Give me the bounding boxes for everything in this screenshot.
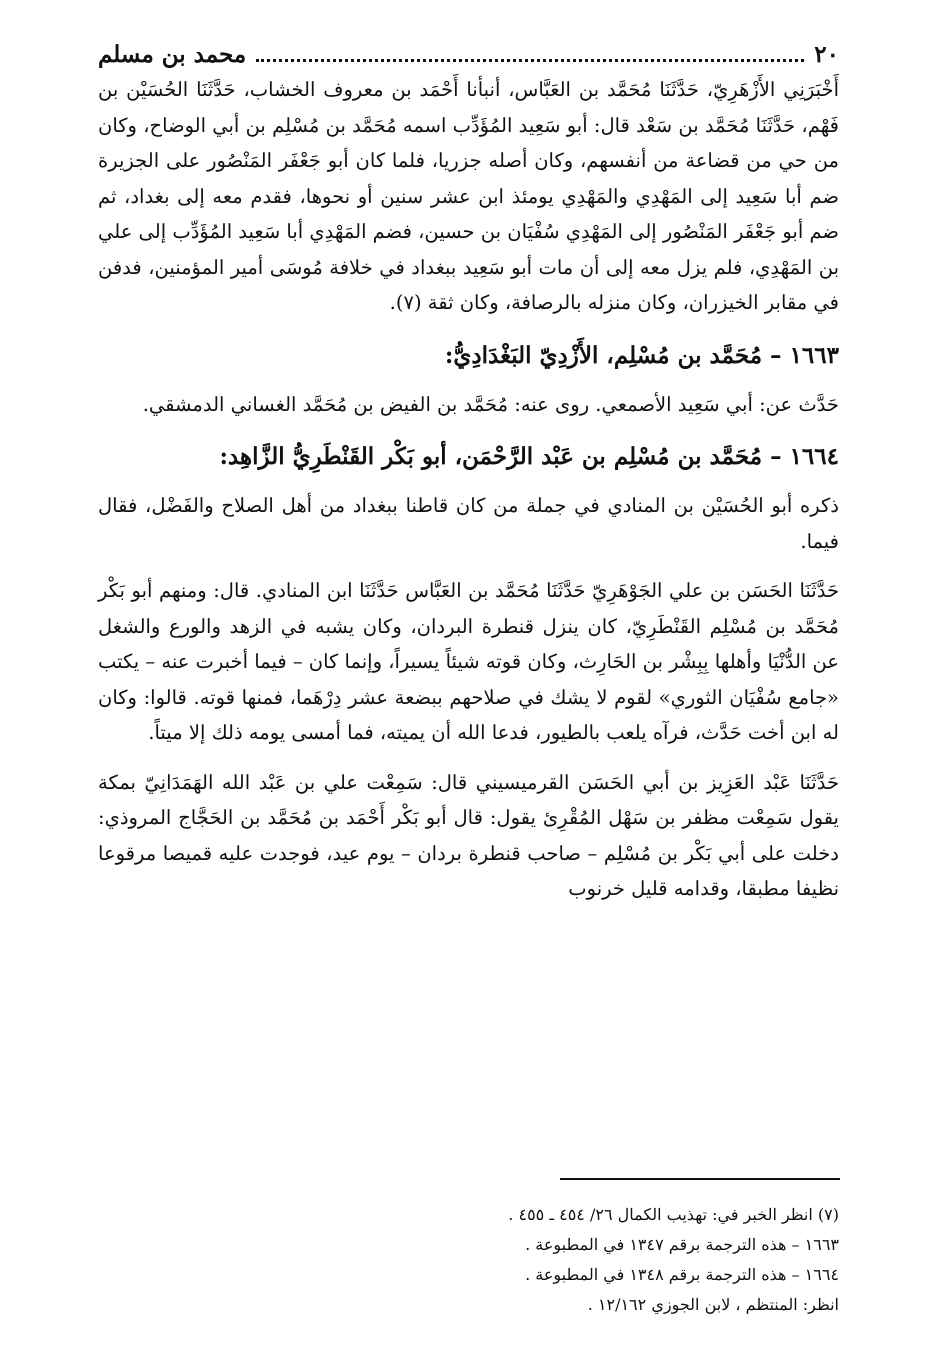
header-dot-leader — [256, 59, 804, 62]
paragraph-gap — [98, 751, 839, 765]
paragraph-entry-1663: حَدَّث عن: أبي سَعِيد الأصمعي. روى عنه: مُحَمَّد بن الفيض بن مُحَمَّد الغساني الدمشقي. — [142, 392, 839, 416]
paragraph-gap — [98, 559, 839, 573]
paragraph-biography-1662: أَخْبَرَنِي الأَزْهَرِيّ، حَدَّثَنَا مُحَمَّد بن العَبَّاس، أنبأنا أَحْمَد بن معروف الخشاب، حَدَّثَنَا الحُسَيْن بن فَهْم، حَدَّثَنَا مُحَمَّد بن سَعْد قال: أبو سَعِيد المُؤَدِّب اسمه مُحَمَّد بن مُسْلِم بن أبي الوضاح، وكان من حي من قضاعة من أنفسهم، وكان أصله جزريا، فلما كان أبو جَعْفَر المَنْصُور على الجزيرة ضم أبا سَعِيد إلى المَهْدِي والمَهْدِي يومئذ ابن عشر سنين أو نحوها، فقدم معه إلى بغداد، ثم ضم أبو جَعْفَر المَنْصُور إلى المَهْدِي سُفْيَان بن حسين، فضم المَهْدِي أبا سَعِيد المُؤَدِّب إلى علي بن المَهْدِي، فلم يزل معه إلى أن مات أبو سَعِيد ببغداد في خلافة مُوسَى أمير المؤمنين، فدفن في مقابر الخيزران، وكان منزله بالرصافة، وكان ثقة (٧). — [98, 78, 839, 314]
footnote-1663: ١٦٦٣ – هذه الترجمة برقم ١٣٤٧ في المطبوعة . — [525, 1235, 839, 1254]
footnote-1664: ١٦٦٤ – هذه الترجمة برقم ١٣٤٨ في المطبوعة . — [525, 1265, 839, 1284]
footnote-separator — [560, 1178, 840, 1180]
entry-heading-1664: ١٦٦٤ – مُحَمَّد بن مُسْلِم بن عَبْد الرَّحْمَن، أبو بَكْر القَنْطَرِيُّ الزَّاهِد: — [219, 443, 839, 470]
paragraph-entry-1664-intro: ذكره أبو الحُسَيْن بن المنادي في جملة من كان قاطنا ببغداد من أهل الصلاح والفَضْل، فقال فيما. — [98, 494, 839, 553]
footnotes — [98, 1200, 839, 1320]
paragraph-entry-1664-account: حَدَّثَنَا عَبْد العَزِيز بن أبي الحَسَن القرميسيني قال: سَمِعْت علي بن عَبْد الله الهَمَدَانِيّ بمكة يقول سَمِعْت مظفر بن سَهْل المُقْرِئ يقول: قال أبو بَكْر أَحْمَد بن مُحَمَّد بن الحَجَّاج المروذي: دخلت على أبي بَكْر بن مُسْلِم – صاحب قنطرة بردان – يوم عيد، فوجدت عليه قميصا مرقوعا نظيفا مطبقا، وقدامه قليل خرنوب — [98, 770, 839, 900]
entry-heading-1663: ١٦٦٣ – مُحَمَّد بن مُسْلِم، الأَزْدِيّ البَغْدَادِيُّ: — [444, 341, 839, 369]
running-title: محمد بن مسلم — [98, 40, 247, 68]
footnote-7: (٧) انظر الخبر في: تهذيب الكمال ٢٦/ ٤٥٤ ـ ٤٥٥ . — [508, 1205, 839, 1224]
main-text — [98, 72, 839, 907]
paragraph-entry-1664-narration: حَدَّثَنَا الحَسَن بن علي الجَوْهَرِيّ حَدَّثَنَا مُحَمَّد بن العَبَّاس حَدَّثَنَا ابن المنادي. قال: ومنهم أبو بَكْر مُحَمَّد بن مُسْلِم القَنْطَرِيّ، كان ينزل قنطرة البردان، وكان يشبه في الزهد والورع والشغل عن الدُّنْيَا وأهلها بِبِشْر بن الحَارِث، وكان قوته شيئاً يسيراً، وإنما كان – فيما أخبرت عنه – يكتب «جامع سُفْيَان الثوري» لقوم لا يشك في صلاحهم ببضعة عشر دِرْهَما، فمنها قوته. قالوا: وكان له ابن أخت حَدَّث، فرآه يلعب بالطيور، فدعا الله أن يميته، فما أمسى يومه ذلك إلا ميتاً. — [98, 579, 839, 744]
page-number: ٢٠ — [814, 40, 839, 68]
running-header — [98, 36, 839, 72]
footnote-reference: انظر: المنتظم ، لابن الجوزي ١٢/١٦٢ . — [587, 1295, 839, 1314]
